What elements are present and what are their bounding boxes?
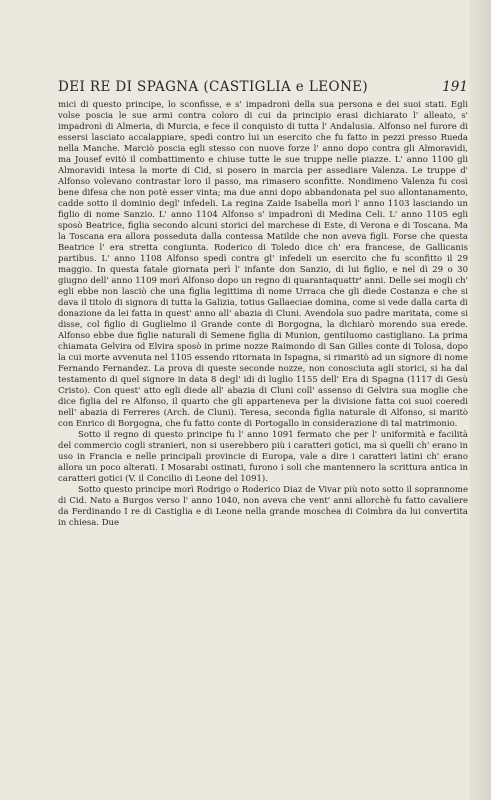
page-number: 191 — [442, 79, 468, 95]
body-text — [58, 100, 468, 529]
paragraph-3: Sotto questo principe morì Rodrigo o Roderico Diaz de Vivar più noto sotto il soprannome di Cid. Nato a Burgos verso l' anno 1040, non aveva che vent' anni allorchè fu fatto cavaliere da Ferdinando I re di Castiglia e di Leone nella grande moschea di Coimbra da lui convertita in chiesa. Due — [58, 485, 468, 528]
page-header — [58, 79, 468, 99]
paragraph-1: mici di questo principe, lo sconfisse, e s' impadronì della sua persona e dei suoi stati. Egli volse poscia le sue armi contra coloro di cui da principio erasi dichiarato l' alleato, s' impadronì di Almeria, di Murcia, e fece il conquisto di tutta l' Andalusia. Alfonso nel furore di essersi lasciato accalappiare, spedì contro lui un esercito che fu fatto in pezzi presso Rueda nella Manche. Marciò poscia egli stesso con nuove forze l' anno dopo contra gli Almoravidi, ma Jousef evitò il combattimento e chiuse tutte le sue truppe nelle piazze. L' anno 1100 gli Almoravidi intesa la morte di Cid, si posero in marcia per assediare Valenza. Le truppe d' Alfonso volevano contrastar loro il passo, ma rimasero sconfitte. Nondimeno Valenza fu così bene difesa che non potè esser vinta; ma due anni dopo abbandonata pel suo allontanamento, cadde sotto il dominio degl' infedeli. La regina Zaide Isabella morì l' anno 1103 lasciando un figlio di nome Sanzio. L' anno 1104 Alfonso s' impadronì di Medina Celi. L' anno 1105 egli sposò Beatrice, figlia secondo alcuni storici del marchese di Este, di Verona e di Toscana. Ma la Toscana era allora posseduta dalla contessa Matilde che non aveva figli. Forse che questa Beatrice l' era stretta congiunta. Roderico di Toledo dice ch' era francese, de Gallicanis partibus. L' anno 1108 Alfonso spedì contra gl' infedeli un esercito che fu sconfitto il 29 maggio. In questa fatale giornata perì l' infante don Sanzio, di lui figlio, e nel dì 29 o 30 giugno dell' anno 1109 morì Alfonso dopo un regno di quarantaquattr' anni. Delle sei mogli ch' egli ebbe non lasciò che una figlia legittima di nome Urraca che gli diede Costanza e che si dava il titolo di signora di tutta la Galizia, totius Gallaeciae domina, come si vede dalla carta di donazione da lei fatta in quest' anno all' abazia di Cluni. Avendola suo padre maritata, come si disse, col figlio di Guglielmo il Grande conte di Borgogna, la dichiarò morendo sua erede. Alfonso ebbe due figlie naturali di Semene figlia di Munion, gentiluomo castigliano. La prima chiamata Gelvira od Elvira sposò in prime nozze Raimondo di San Gilles conte di Tolosa, dopo la cui morte avvenuta nel 1105 essendo ritornata in Ispagna, si rimaritò ad un signore di nome Fernando Fernandez. La prova di queste seconde nozze, non conosciuta agli storici, si ha dal testamento di quel signore in data 8 degl' idi di luglio 1155 dell' Era di Spagna (1117 di Gesù Cristo). Con quest' atto egli diede all' abazia di Cluni coll' assenso di Gelvira sua moglie che dice figlia del re Alfonso, il quarto che gli apparteneva per la divisione fatta coi suoi coeredi nell' abazia di Ferreres (Arch. de Cluni). Teresa, seconda figlia naturale di Alfonso, si maritò con Enrico di Borgogna, che fu fatto conte di Portogallo in considerazione di tal matrimonio. — [58, 100, 468, 429]
running-head: DEI RE DI SPAGNA (CASTIGLIA e LEONE) — [58, 79, 369, 95]
paragraph-2: Sotto il regno di questo principe fu l' anno 1091 fermato che per l' uniformità e facilità del commercio cogli stranieri, non si userebbero più i caratteri gotici, ma sì quelli ch' erano in uso in Francia e nelle principali provincie di Europa, vale a dire i caratteri latini ch' erano allora un poco alterati. I Mosarabi ostinati, furono i soli che mantennero la scrittura antica in caratteri gotici (V. il Concilio di Leone del 1091). — [58, 430, 468, 484]
page-gutter-shadow — [470, 0, 491, 800]
